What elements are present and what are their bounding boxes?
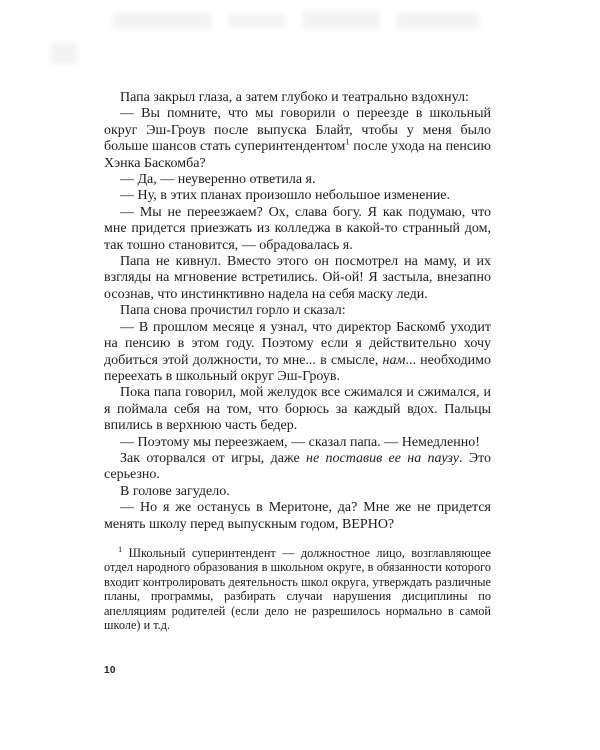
paragraph bbox=[104, 90, 491, 106]
paragraph bbox=[104, 500, 491, 533]
italic-text-run: не поставив ее на паузу bbox=[306, 450, 459, 466]
faded-print-artifact bbox=[302, 10, 380, 29]
page-number: 10 bbox=[104, 665, 116, 676]
footnote-reference: 1 bbox=[345, 136, 350, 147]
footnote bbox=[104, 543, 491, 632]
text-run: после ухода на пенсию Хэнка Баскомба? bbox=[104, 139, 492, 171]
paragraph bbox=[104, 188, 491, 204]
paragraph bbox=[104, 385, 491, 434]
footnote-text: Школьный суперинтендент — должностное лицо, возглавляющее отдел народного образования в школьном округе, в обязанности которого входит контролировать деятельность школ округа, утверждать различные планы, программы, разбирать случаи нарушения дисциплины по апелляциям родителей (если дело не разрешилось нормально в самой школе) и т.д. bbox=[104, 545, 491, 632]
text-run: Зак оторвался от игры, даже bbox=[120, 450, 306, 466]
paragraph bbox=[104, 172, 491, 188]
body-text bbox=[104, 90, 491, 533]
paragraph bbox=[104, 451, 491, 484]
text-run: — Вы помните, что мы говорили о переезде в школьный округ Эш-Гроув после выпуска Блайт, чтобы у меня было больше шансов стать суперинтендентом bbox=[104, 106, 491, 155]
text-run: Папа закрыл глаза, а затем глубоко и театрально вздохнул: bbox=[120, 90, 469, 105]
text-run: ... необходимо переехать в школьный округ Эш-Гроув. bbox=[104, 352, 491, 384]
text-run: — Поэтому мы переезжаем, — сказал папа. — Немедленно! bbox=[120, 434, 480, 450]
text-run: — Но я же останусь в Меритоне, да? Мне же не придется менять школу перед выпускным годом, ВЕРНО? bbox=[104, 500, 491, 532]
paragraph bbox=[104, 303, 491, 319]
text-run: Папа не кивнул. Вместо этого он посмотрел на маму, и их взгляды на мгновение встретились. Ой-ой! Я застыла, внезапно осознав, что инстинктивно надела на себя маску леди. bbox=[104, 254, 491, 302]
text-run: — Да, — неуверенно ответила я. bbox=[120, 172, 316, 188]
paragraph bbox=[104, 205, 491, 254]
text-run: — Мы не переезжаем? Ох, слава богу. Я как подумаю, что мне придется приезжать из колледжа в какой-то странный дом, так тошно становится, — обрадовалась я. bbox=[104, 204, 491, 253]
text-run: . Это серьезно. bbox=[104, 450, 492, 483]
paragraph bbox=[104, 254, 491, 303]
faded-print-artifact bbox=[396, 12, 480, 29]
text-run: Пока папа говорил, мой желудок все сжимался и сжимался, и я поймала себя на том, что борюсь за каждый вдох. Пальцы впились в верхнюю часть бедер. bbox=[104, 385, 491, 434]
text-run: — Ну, в этих планах произошло небольшое изменение. bbox=[120, 188, 451, 204]
paragraph bbox=[104, 484, 491, 500]
text-run: В голове загудело. bbox=[120, 483, 230, 499]
faded-print-artifact bbox=[228, 13, 286, 28]
italic-text-run: нам bbox=[382, 352, 406, 368]
faded-print-artifact bbox=[112, 12, 212, 29]
paragraph bbox=[104, 320, 491, 386]
text-column bbox=[104, 90, 491, 632]
text-run: — В прошлом месяце я узнал, что директор Баскомб уходит на пенсию в этом году. Поэтому если я действительно хочу добиться этой должности, то мне... в смысле, bbox=[104, 319, 491, 368]
paragraph bbox=[104, 435, 491, 451]
footnote-marker: 1 bbox=[118, 543, 123, 554]
paragraph bbox=[104, 106, 491, 172]
faded-print-artifact bbox=[50, 42, 78, 64]
text-run: Папа снова прочистил горло и сказал: bbox=[120, 303, 346, 319]
